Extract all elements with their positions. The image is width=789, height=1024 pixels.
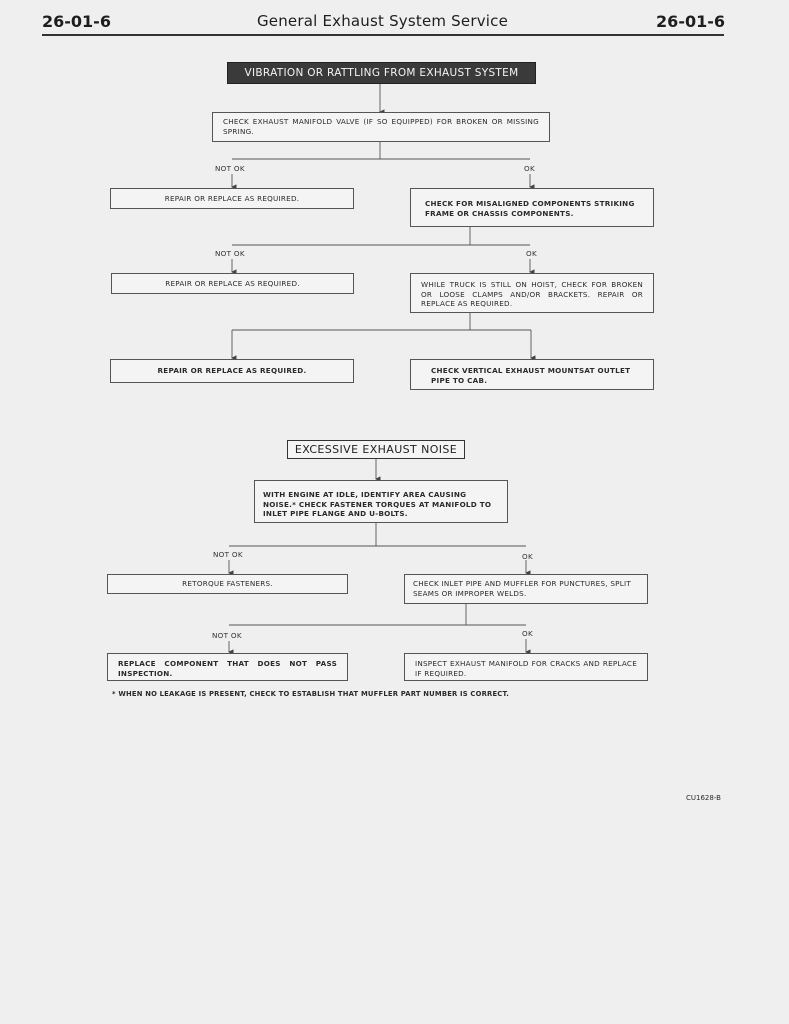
noise-chart-title: EXCESSIVE EXHAUST NOISE bbox=[287, 440, 465, 459]
vibration-row3-not-ok-box: REPAIR OR REPLACE AS REQUIRED. bbox=[110, 359, 354, 383]
noise-row1-not-ok-box: RETORQUE FASTENERS. bbox=[107, 574, 348, 594]
vibration-row1-not-ok-box: REPAIR OR REPLACE AS REQUIRED. bbox=[110, 188, 354, 209]
noise-row2-not-ok-box: REPLACE COMPONENT THAT DOES NOT PASS INSPECTION. bbox=[107, 653, 348, 681]
page-title: General Exhaust System Service bbox=[256, 12, 509, 30]
page-number-left: 26-01-6 bbox=[42, 12, 111, 31]
figure-code: CU1628-B bbox=[686, 794, 721, 802]
ok-label: OK bbox=[526, 249, 537, 258]
vibration-chart-title: VIBRATION OR RATTLING FROM EXHAUST SYSTEM bbox=[227, 62, 536, 84]
ok-label: OK bbox=[522, 629, 533, 638]
vibration-row2-not-ok-box: REPAIR OR REPLACE AS REQUIRED. bbox=[111, 273, 354, 294]
noise-row1-ok-box: CHECK INLET PIPE AND MUFFLER FOR PUNCTURES, SPLIT SEAMS OR IMPROPER WELDS. bbox=[404, 574, 648, 604]
vibration-row2-ok-box: WHILE TRUCK IS STILL ON HOIST, CHECK FOR BROKEN OR LOOSE CLAMPS AND/OR BRACKETS. REPAIR OR REPLACE AS REQUIRED. bbox=[410, 273, 654, 313]
vibration-step1-box: CHECK EXHAUST MANIFOLD VALVE (IF SO EQUIPPED) FOR BROKEN OR MISSING SPRING. bbox=[212, 112, 550, 142]
not-ok-label: NOT OK bbox=[212, 631, 242, 640]
vibration-row3-ok-box: CHECK VERTICAL EXHAUST MOUNTSAT OUTLET PIPE TO CAB. bbox=[410, 359, 654, 390]
not-ok-label: NOT OK bbox=[215, 164, 245, 173]
not-ok-label: NOT OK bbox=[213, 550, 243, 559]
ok-label: OK bbox=[522, 552, 533, 561]
page-number-right: 26-01-6 bbox=[656, 12, 725, 31]
footnote: * WHEN NO LEAKAGE IS PRESENT, CHECK TO ESTABLISH THAT MUFFLER PART NUMBER IS CORRECT. bbox=[112, 690, 510, 698]
ok-label: OK bbox=[524, 164, 535, 173]
noise-step1-box: WITH ENGINE AT IDLE, IDENTIFY AREA CAUSING NOISE.* CHECK FASTENER TORQUES AT MANIFOLD TO INLET PIPE FLANGE AND U-BOLTS. bbox=[254, 480, 508, 523]
vibration-row1-ok-box: CHECK FOR MISALIGNED COMPONENTS STRIKING FRAME OR CHASSIS COMPONENTS. bbox=[410, 188, 654, 227]
not-ok-label: NOT OK bbox=[215, 249, 245, 258]
noise-row2-ok-box: INSPECT EXHAUST MANIFOLD FOR CRACKS AND REPLACE IF REQUIRED. bbox=[404, 653, 648, 681]
